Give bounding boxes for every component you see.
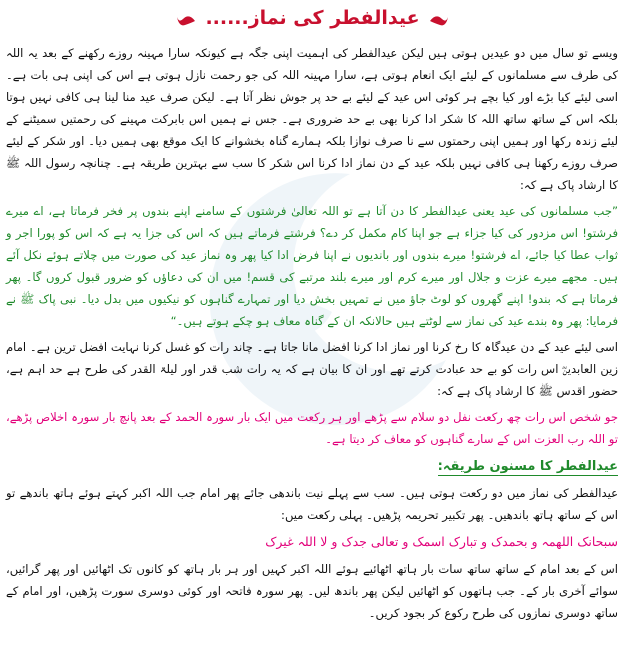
hadith-quote: ”جب مسلمانوں کی عید یعنی عیدالفطر کا دن آتا ہے تو اللہ تعالیٰ فرشتوں کے سامنے اپنے بندوں پر فخر فرماتا ہے، اے میرے فرشتو! اس مزدور کی کیا جزاء ہے جو اپنا کام مکمل کر دے؟ فرشتے فرماتے ہیں کہ اس کی جزا یہ ہے کہ اس کو پورا اجر و ثواب عطا کیا جائے، اے فرشتو! میرے بندوں اور باندیوں نے اپنا فرض ادا کیا پھر وہ نماز عید کی صورت میں چلاتے ہوئے نکل آئے ہیں۔ مجھے میرے عزت و جلال اور میرے کرم اور میرے بلند مرتبے کی قسم! میں ان کی دعاؤں کو ضرور قبول کروں گا۔ پھر فرماتا ہے کہ بندو! اپنے گھروں کو لوٹ جاؤ میں نے تمہیں بخش دیا اور تمہارے گناہوں کو نیکیوں میں بدل دیا۔ نبی پاک ﷺ نے فرمایا: پھر وہ بندے عید کی نماز سے لوٹتے ہیں حالانکہ ان کے گناہ معاف ہو چکے ہوتے ہیں۔“	[6, 204, 618, 328]
nafl-quote: جو شخص اس رات چھ رکعت نفل دو سلام سے پڑھے اور ہر رکعت میں ایک بار سورہ الحمد کے بعد پانچ بار سورہ اخلاص پڑھے، تو اللہ رب العزت اس کے سارے گناہوں کو معاف کر دیتا ہے۔	[6, 410, 618, 446]
method-outro: اس کے بعد امام کے ساتھ ساتھ سات بار ہاتھ اٹھائیے ہوئے اللہ اکبر کہیں اور ہر بار ہاتھ کو کانوں تک اٹھائیں اور پھر گرائیں، سوائے آخری بار کے۔ جب ہاتھوں کو اٹھائیں لیکن پھر باندھ لیں۔ پھر سورہ فاتحہ اور کوئی دوسری سورت پڑھیں، اور امام کے ساتھ دوسری نمازوں کی طرح رکوع کر بجود کریں۔	[6, 562, 618, 620]
method-intro: عیدالفطر کی نماز میں دو رکعت ہوتی ہیں۔ سب سے پہلے نیت باندھی جائے پھر امام جب اللہ اکبر کہتے ہوئے ہاتھ باندھے تو اس کے ساتھ ہاتھ باندھیں۔ پھر تکبیر تحریمہ پڑھیں۔ پہلی رکعت میں:	[6, 486, 618, 522]
intro-paragraph: ویسے تو سال میں دو عیدیں ہوتی ہیں لیکن عیدالفطر کی اہمیت اپنی جگہ ہے کیونکہ سارا مہینہ روزے رکھنے کے بعد یہ اللہ کی طرف سے مسلمانوں کے لیئے ایک انعام ہوتی ہے، سارا مہینہ اللہ کی جو رحمت نازل ہوتی ہے اس کی اپنی ہی بات ہے۔ اسی لیئے کیا بڑے اور کیا بچے ہر کوئی اس عید کے لیئے بے حد پر جوش نظر آتا ہے۔ لیکن صرف عید منا لینا ہی کافی نہیں ہوتا بلکہ اس کے ساتھ ساتھ اللہ کا شکر ادا کرنا بھی بے حد ضروری ہے۔ جس نے ہمیں اس بابرکت مہینے کی رحمتیں سمیٹنے کے لیئے زندہ رکھا اور ہمیں اپنی رحمتوں سے نا صرف نوازا بلکہ ہمارے گناہ بخشوانے کا ایک موقع بھی ہمیں دیا۔ اور شکر کے لیئے صرف روزے رکھنا ہی کافی نہیں بلکہ عید کے دن نماز ادا کرنا اس شکر کا سب سے بہترین طریقہ ہے۔ چنانچہ رسول اللہ ﷺ کا ارشاد پاک ہے کہ:	[6, 46, 618, 192]
section-heading-text: عیدالفطر کا مسنون طریقہ:	[437, 459, 618, 474]
article-title	[171, 4, 453, 32]
ornament-left-icon	[175, 11, 197, 31]
night-paragraph: اسی لیئے عید کے دن عیدگاہ کا رخ کرنا اور نماز ادا کرنا افضل مانا جاتا ہے۔ چاند رات کو غسل کرنا نہایت افضل ترین ہے۔ امام زین العابدینؓ اس رات کو بے حد عبادت کرتے تھے اور ان کا بیان ہے کہ یہ رات شب قدر اور لیلۃ القدر کی طرح ہے حد اہم ہے، حضور اقدس ﷺ کا ارشاد پاک ہے کہ:	[6, 340, 618, 398]
ornament-right-icon	[428, 11, 450, 31]
dua-text: سبحانک اللھمہ و بحمدک و تبارک اسمک و تعالی جدک و لا اللہ غیرک	[265, 534, 618, 549]
title-banner	[0, 4, 625, 40]
section-heading	[6, 456, 618, 478]
article-body	[6, 42, 618, 628]
article-title-text: عیدالفطر کی نماز......	[205, 7, 420, 29]
